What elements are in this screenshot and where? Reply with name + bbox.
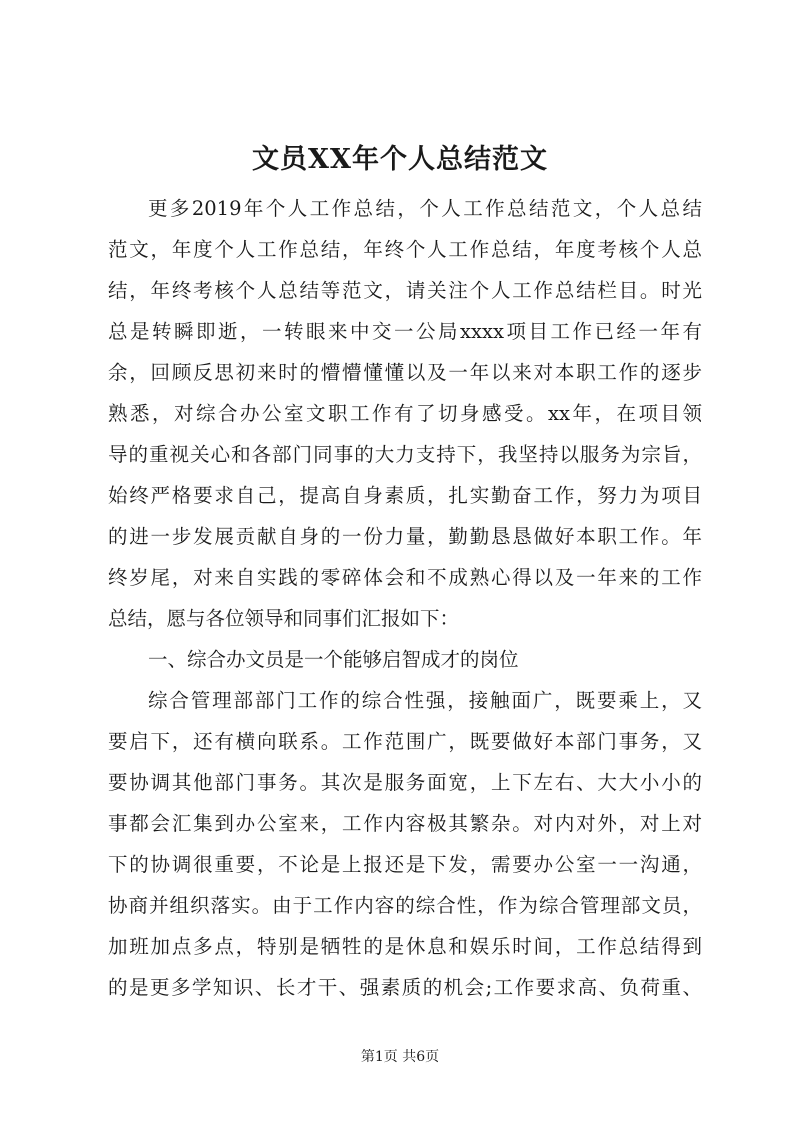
paragraph-line: 协商并组织落实。由于工作内容的综合性，作为综合管理部文员， (108, 894, 702, 917)
document-title: 文员XX年个人总结范文 (252, 144, 548, 175)
paragraph-line: 事都会汇集到办公室来，工作内容极其繁杂。对内对外，对上对 (108, 812, 702, 835)
paragraph-line: 下的协调很重要，不论是上报还是下发，需要办公室一一沟通， (108, 853, 702, 876)
paragraph-line: 终岁尾，对来自实践的零碎体会和不成熟心得以及一年来的工作 (108, 566, 702, 589)
paragraph-line: 更多2019年个人工作总结，个人工作总结范文，个人总结 (148, 197, 702, 220)
paragraph-line: 要启下，还有横向联系。工作范围广，既要做好本部门事务，又 (108, 730, 702, 753)
paragraph-line: 熟悉，对综合办公室文职工作有了切身感受。xx年，在项目领 (108, 402, 702, 425)
paragraph-line: 总结，愿与各位领导和同事们汇报如下： (108, 607, 460, 630)
paragraph-line: 始终严格要求自己，提高自身素质，扎实勤奋工作，努力为项目 (108, 484, 702, 507)
paragraph-line: 结，年终考核个人总结等范文，请关注个人工作总结栏目。时光 (108, 279, 702, 302)
paragraph-line: 总是转瞬即逝，一转眼来中交一公局xxxx项目工作已经一年有 (108, 320, 702, 343)
page-footer: 第1页 共6页 (360, 1049, 440, 1065)
paragraph-line: 范文，年度个人工作总结，年终个人工作总结，年度考核个人总 (108, 238, 702, 261)
paragraph-line: 综合管理部部门工作的综合性强，接触面广，既要乘上，又 (148, 689, 702, 712)
section-heading: 一、综合办文员是一个能够启智成才的岗位 (148, 648, 519, 671)
paragraph-line: 导的重视关心和各部门同事的大力支持下，我坚持以服务为宗旨， (108, 443, 702, 466)
paragraph-line: 要协调其他部门事务。其次是服务面宽，上下左右、大大小小的 (108, 771, 702, 794)
paragraph-line: 的进一步发展贡献自身的一份力量，勤勤恳恳做好本职工作。年 (108, 525, 702, 548)
paragraph-line: 加班加点多点，特别是牺牲的是休息和娱乐时间，工作总结得到 (108, 935, 702, 958)
paragraph-line: 的是更多学知识、长才干、强素质的机会;工作要求高、负荷重、 (108, 976, 702, 999)
paragraph-line: 余，回顾反思初来时的懵懵懂懂以及一年以来对本职工作的逐步 (108, 361, 702, 384)
document-body (108, 188, 702, 1008)
